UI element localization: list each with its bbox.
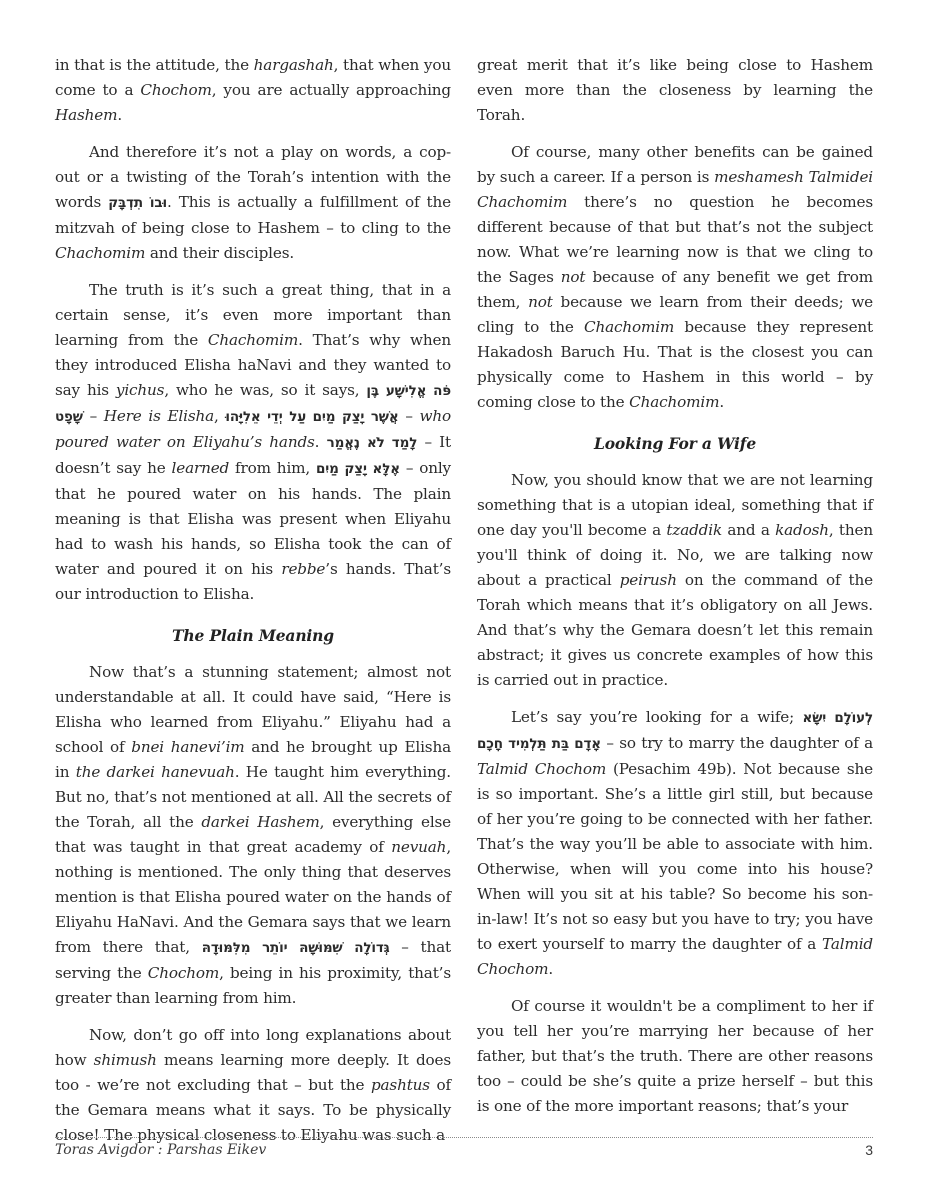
text: –: [82, 407, 104, 425]
text: Let’s say you’re looking for a wife;: [511, 708, 803, 726]
text: from him,: [229, 459, 316, 477]
text: because of any benefit we get from them,: [477, 268, 873, 311]
running-footer-title: Toras Avigdor : Parshas Eikev: [55, 1142, 267, 1158]
italic-term: shimush: [93, 1051, 157, 1069]
paragraph: [55, 53, 451, 128]
hebrew-quote: פֹּה אֱלִישָׁע בֶּן שָׁפָט: [55, 383, 451, 425]
text: – It doesn’t say he: [55, 433, 451, 477]
italic-term: Chochom: [147, 964, 220, 982]
text: means learning more deeply. It does too - we’re not excluding that – but the: [55, 1051, 451, 1094]
italic-translation: who poured water on Eliyahu’s hands: [55, 407, 451, 451]
text: great merit that it’s like being close to Hashem even more than the closeness by learning the Torah.: [477, 56, 873, 124]
italic-term: yichus: [115, 381, 165, 399]
text: – so try to marry the daughter of a: [600, 734, 873, 752]
page-footer: [55, 1137, 873, 1158]
text: , then you'll think of doing it. No, we are talking now about a practical: [477, 521, 873, 589]
page-number: 3: [865, 1142, 873, 1158]
paragraph: [55, 660, 451, 1011]
hebrew-quote: לְעוֹלָם יִשָּׂא אָדָם בַּת תַּלְמִיד חָכָם: [477, 710, 873, 752]
footer-row: [55, 1142, 873, 1158]
text: .: [719, 393, 725, 411]
paragraph: [477, 53, 873, 128]
italic-term: Chachomim: [629, 393, 720, 411]
text: and a: [722, 521, 776, 539]
text: , being in his proximity, that’s greater than learning from him.: [55, 964, 451, 1007]
text: . That’s why when they introduced Elisha haNavi and they wanted to say his: [55, 331, 451, 399]
text: –: [398, 407, 420, 425]
text: on the command of the Torah which means that it’s obligatory on all Jews. And that’s why the Gemara doesn’t let this remain abstract; it gives us concrete examples of how this is carried out in practice.: [477, 571, 873, 689]
italic-term: hargashah: [253, 56, 334, 74]
text: ,: [214, 407, 226, 425]
text: , that when you come to a: [55, 56, 451, 99]
text: because they represent Hakadosh Baruch Hu. That is the closest you can physically come to Hashem in this world – by coming close to the: [477, 318, 873, 411]
text: .: [314, 433, 327, 451]
italic-term: Talmid Chochom: [477, 760, 607, 778]
paragraph: [477, 140, 873, 415]
section-heading-plain-meaning: The Plain Meaning: [172, 626, 334, 645]
footer-dotted-divider: [55, 1137, 873, 1138]
hebrew-quote: אֲשֶׁר יָצַק מַיִם עַל יְדֵי אֵלִיָּהוּ: [225, 409, 399, 425]
italic-term: learned: [171, 459, 230, 477]
text: , nothing is mentioned. The only thing that deserves mention is that Elisha poured water on the hands of Eliyahu HaNavi. And the Gemara says that we learn from there that,: [55, 838, 451, 956]
text: there’s no question he becomes different because of that but that’s not the subject now. What we’re learning now is that we cling to the Sages: [477, 193, 873, 286]
text: of the Gemara means what it says. To be physically close! The physical closeness to Eliyahu was such a: [55, 1076, 451, 1144]
text: ’s hands. That’s our introduction to Elisha.: [55, 560, 451, 603]
paragraph: [55, 278, 451, 607]
paragraph: [55, 140, 451, 266]
text: . This is actually a fulfillment of the mitzvah of being close to Hashem – to cling to the: [55, 193, 451, 237]
text: .: [117, 106, 123, 124]
italic-term: darkei Hashem: [201, 813, 320, 831]
italic-term: meshamesh Talmidei Chachomim: [477, 168, 873, 211]
italic-term: pashtus: [370, 1076, 430, 1094]
italic-term: nevuah: [391, 838, 447, 856]
italic-term: Hashem: [55, 106, 118, 124]
text: And therefore it’s not a play on words, a cop-out or a twisting of the Torah’s intention with the words: [55, 143, 451, 211]
left-column: [55, 53, 452, 1144]
text: – that serving the: [55, 938, 451, 982]
italic-term: rebbe: [281, 560, 326, 578]
text: , you are actually approaching: [211, 81, 451, 99]
paragraph: [477, 705, 873, 982]
italic-term: kadosh: [775, 521, 829, 539]
document-page: [55, 53, 874, 1144]
italic-term: tzaddik: [666, 521, 723, 539]
text: The truth is it’s such a great thing, that in a certain sense, it’s even more important than learning from the: [55, 281, 451, 349]
italic-term: Chochom: [140, 81, 212, 99]
italic-term: peirush: [619, 571, 677, 589]
italic-emphasis: not: [560, 268, 586, 286]
text: because we learn from their deeds; we cling to the: [477, 293, 874, 336]
italic-term: Chachomim: [583, 318, 675, 336]
text: in that is the attitude, the: [55, 56, 254, 74]
italic-term: bnei hanevi’im: [131, 738, 245, 756]
section-heading-looking-for-a-wife: Looking For a Wife: [593, 434, 757, 453]
italic-term: the darkei hanevuah: [75, 763, 235, 781]
paragraph: [55, 1023, 451, 1148]
text: Now that’s a stunning statement; almost not understandable at all. It could have said, “Here is Elisha who learned from Eliyahu.” Eliyahu had a school of: [55, 663, 451, 756]
text: , everything else that was taught in that great academy of: [55, 813, 452, 856]
italic-translation: Here is Elisha: [103, 407, 214, 425]
hebrew-quote: גְּדוֹלָה שִׁמּוּשָׁהּ יוֹתֵר מִלִּמּוּדָהּ: [201, 940, 390, 956]
right-column: [477, 53, 873, 1123]
text: (Pesachim 49b). Not because she is so important. She’s a little girl still, but because of her you’re going to be connected with her father. That’s the way you’ll be able to associate with him. Otherwise, when will you come into his house? When will you sit at his table? So become his son-in-law! It’s not so easy but you have to try; you have to exert yourself to marry the daughter of a: [477, 760, 873, 953]
text: Of course, many other benefits can be gained by such a career. If a person is: [477, 143, 873, 186]
text: Of course it wouldn't be a compliment to her if you tell her you’re marrying her because of her father, but that’s the truth. There are other reasons too – could be she’s quite a prize herself – but this is one of the more important reasons; that’s your: [477, 997, 873, 1115]
italic-term: Talmid Chochom: [477, 935, 873, 978]
italic-term: Chachomim: [55, 244, 146, 262]
text: and he brought up Elisha in: [55, 738, 451, 781]
hebrew-quote: אֶלָּא יָצַק מַיִם: [316, 461, 400, 477]
text: – only that he poured water on his hands. The plain meaning is that Elisha was present when Eliyahu had to wash his hands, so Elisha took the can of water and poured it on his: [55, 459, 451, 578]
text: Now, don’t go off into long explanations about how: [55, 1026, 451, 1069]
text: .: [548, 960, 554, 978]
italic-emphasis: not: [528, 293, 553, 311]
hebrew-quote: לָמַד לֹא נֶאֱמַר: [326, 435, 418, 451]
text: , who he was, so it says,: [164, 381, 367, 399]
italic-term: Chachomim: [207, 331, 299, 349]
paragraph: [477, 994, 873, 1119]
hebrew-quote: וּבוֹ תִדְבָּק: [108, 195, 167, 211]
text: . He taught him everything. But no, that’s not mentioned at all. All the secrets of the Torah, all the: [55, 763, 451, 831]
text: and their disciples.: [145, 244, 295, 262]
text: Now, you should know that we are not learning something that is a utopian ideal, something that if one day you'll become a: [477, 471, 873, 539]
paragraph: [477, 468, 873, 693]
